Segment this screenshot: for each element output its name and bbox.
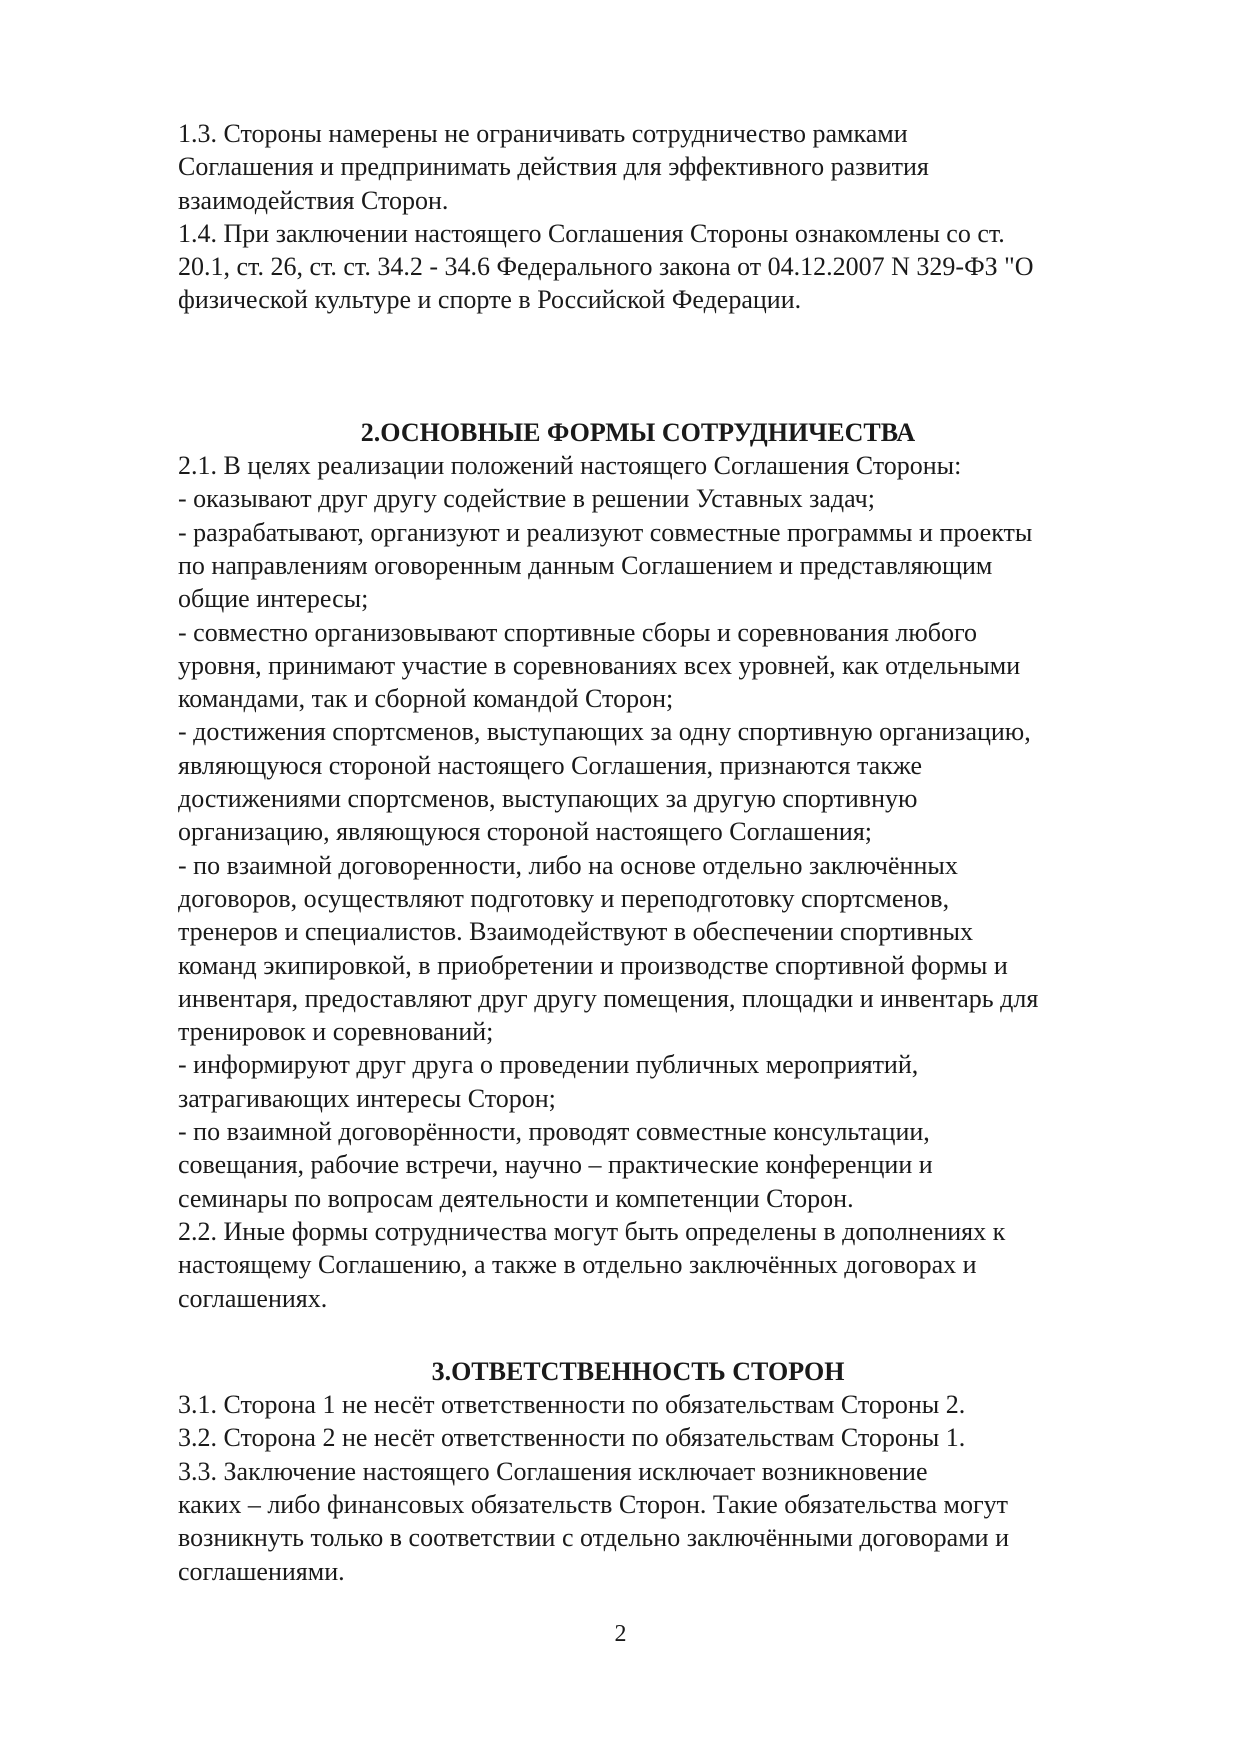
text-line: - оказывают друг другу содействие в решении Уставных задач; [178,484,875,514]
text-line: затрагивающих интересы Сторон; [178,1083,556,1113]
section-3 [178,1355,1158,1588]
section-3-heading: 3.ОТВЕТСТВЕННОСТЬ СТОРОН [431,1356,845,1386]
text-line: инвентаря, предоставляют друг другу помещения, площадки и инвентарь для [178,983,1039,1013]
text-line: по направлениям оговоренным данным Соглашением и представляющим [178,550,993,580]
text-line: - достижения спортсменов, выступающих за одну спортивную организацию, [178,717,1031,747]
text-line: взаимодействия Сторон. [178,185,449,215]
text-line: общие интересы; [178,584,369,614]
text-line: - информируют друг друга о проведении публичных мероприятий, [178,1050,919,1080]
text-line: соглашениями. [178,1556,345,1586]
spacer [178,317,1158,416]
text-line: тренеров и специалистов. Взаимодействуют в обеспечении спортивных [178,917,973,947]
text-line: - разрабатывают, организуют и реализуют совместные программы и проекты [178,517,1033,547]
text-line: 1.3. Стороны намерены не ограничивать сотрудничество рамками [178,119,908,148]
text-line: 2.1. В целях реализации положений настоящего Соглашения Стороны: [178,451,962,481]
section-1-tail [178,117,1158,317]
text-line: каких – либо финансовых обязательств Сторон. Такие обязательства могут [178,1489,1009,1519]
text-line: - по взаимной договорённости, проводят совместные консультации, [178,1117,930,1147]
text-line: уровня, принимают участие в соревнованиях всех уровней, как отдельными [178,650,1021,680]
text-line: командами, так и сборной командой Сторон; [178,684,674,714]
text-line: 3.2. Сторона 2 не несёт ответственности по обязательствам Стороны 1. [178,1423,966,1453]
text-line: достижениями спортсменов, выступающих за другую спортивную [178,784,918,814]
text-line: настоящему Соглашению, а также в отдельно заключённых договорах и [178,1250,977,1280]
text-line: возникнуть только в соответствии с отдельно заключёнными договорами и [178,1523,1009,1553]
text-line: - совместно организовывают спортивные сборы и соревнования любого [178,617,978,647]
text-line: - по взаимной договоренности, либо на основе отдельно заключённых [178,850,958,880]
text-line: тренировок и соревнований; [178,1017,494,1047]
document-body [178,117,1158,1588]
text-line: 3.1. Сторона 1 не несёт ответственности по обязательствам Стороны 2. [178,1390,966,1420]
text-line: договоров, осуществляют подготовку и переподготовку спортсменов, [178,883,950,913]
text-line: 1.4. При заключении настоящего Соглашения Стороны ознакомлены со ст. [178,218,1005,248]
text-line: 20.1, ст. 26, ст. ст. 34.2 - 34.6 Федерального закона от 04.12.2007 N 329-ФЗ "О [178,252,1034,282]
text-line: физической культуре и спорте в Российской Федерации. [178,285,802,315]
text-line: организацию, являющуюся стороной настоящего Соглашения; [178,817,873,847]
text-line: соглашениях. [178,1283,328,1313]
page-number: 2 [614,1621,627,1647]
text-line: 2.2. Иные формы сотрудничества могут быть определены в дополнениях к [178,1216,1006,1246]
text-line: команд экипировкой, в приобретении и производстве спортивной формы и [178,950,1008,980]
text-line: Соглашения и предпринимать действия для эффективного развития [178,152,929,182]
text-line: совещания, рабочие встречи, научно – практические конференции и [178,1150,933,1180]
text-line: 3.3. Заключение настоящего Соглашения исключает возникновение [178,1456,928,1486]
section-2 [178,416,1158,1315]
text-line: семинары по вопросам деятельности и компетенции Сторон. [178,1183,854,1213]
spacer [178,1315,1158,1355]
section-2-heading: 2.ОСНОВНЫЕ ФОРМЫ СОТРУДНИЧЕСТВА [360,417,916,447]
text-line: являющуюся стороной настоящего Соглашения, признаются также [178,750,923,780]
